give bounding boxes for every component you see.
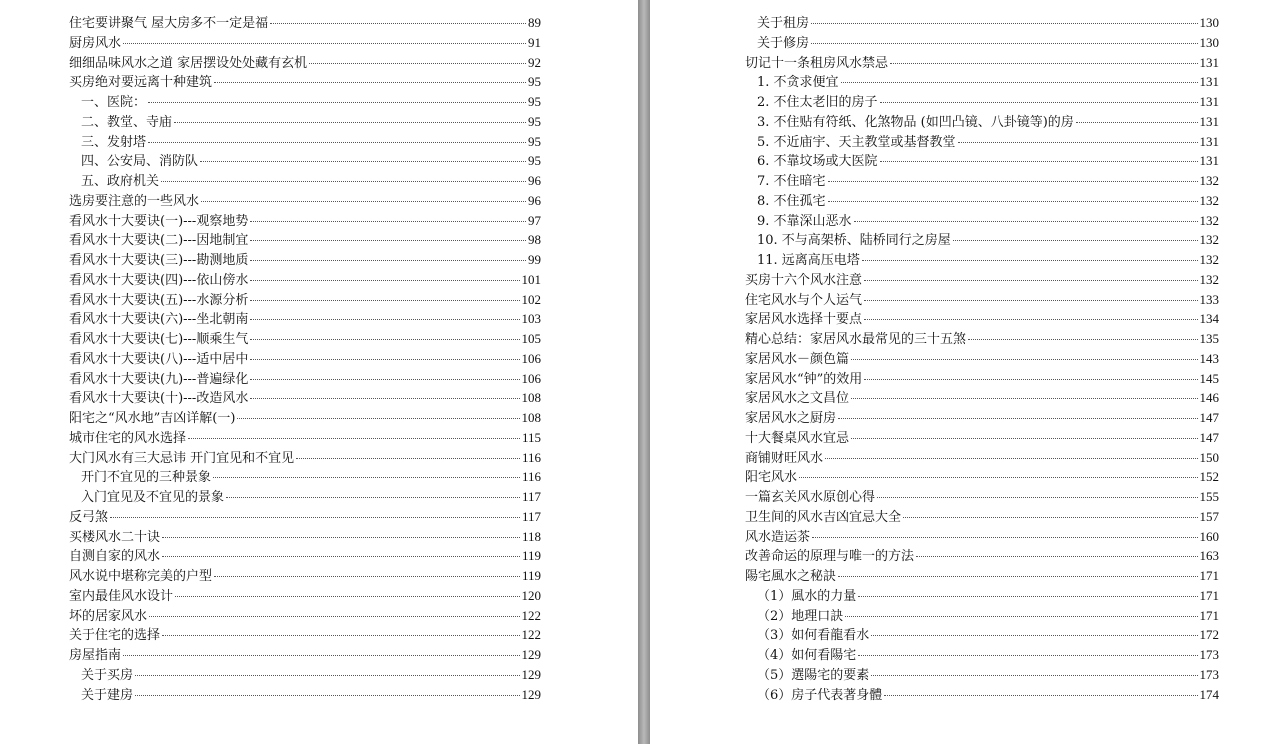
toc-entry-title: 1. 不贪求便宜 xyxy=(757,75,839,91)
toc-entry-page-number: 99 xyxy=(528,252,541,267)
toc-dot-leader xyxy=(958,142,1198,143)
toc-dot-leader xyxy=(226,497,520,498)
toc-dot-leader xyxy=(838,576,1197,577)
toc-entry-page-number: 143 xyxy=(1199,350,1219,366)
toc-entry-title: 厨房风水 xyxy=(69,35,122,51)
toc-entry[interactable] xyxy=(745,428,1219,448)
toc-entry[interactable] xyxy=(745,546,1219,566)
toc-entry-page-number: 119 xyxy=(521,568,541,583)
toc-dot-leader xyxy=(811,23,1197,24)
toc-dot-leader xyxy=(812,537,1197,538)
toc-entry-page-number: 132 xyxy=(1199,232,1219,248)
toc-entry-title: 看风水十大要诀(一)---观察地势 xyxy=(69,213,249,229)
toc-entry[interactable] xyxy=(745,606,1219,626)
toc-entry-title: （1）風水的力量 xyxy=(757,588,857,604)
toc-dot-leader xyxy=(862,260,1198,261)
toc-entry-page-number: 89 xyxy=(528,15,541,30)
toc-entry-page-number: 122 xyxy=(521,607,541,623)
toc-entry-title: 买楼风水二十诀 xyxy=(69,529,161,545)
toc-entry-page-number: 173 xyxy=(1199,666,1219,682)
toc-entry-page-number: 105 xyxy=(521,331,541,346)
toc-entry-page-number: 96 xyxy=(528,173,541,188)
toc-dot-leader xyxy=(851,438,1197,439)
toc-entry-page-number: 118 xyxy=(521,528,541,544)
toc-dot-leader xyxy=(162,556,520,557)
toc-entry-page-number: 102 xyxy=(521,291,541,307)
toc-entry-page-number: 116 xyxy=(521,449,541,465)
toc-dot-leader xyxy=(877,497,1197,498)
toc-entry-title: 三、发射塔 xyxy=(81,134,147,150)
toc-entry-title: 风水造运茶 xyxy=(745,529,811,545)
toc-entry[interactable] xyxy=(745,72,1219,92)
toc-dot-leader xyxy=(123,655,519,656)
toc-dot-leader xyxy=(214,576,520,577)
toc-dot-leader xyxy=(162,635,519,636)
toc-entry-title: 看风水十大要诀(九)---普遍绿化 xyxy=(69,371,249,387)
toc-dot-leader xyxy=(864,280,1197,281)
toc-entry-page-number: 122 xyxy=(521,627,541,643)
toc-dot-leader xyxy=(1076,122,1198,123)
toc-dot-leader xyxy=(858,655,1197,656)
toc-dot-leader xyxy=(250,379,519,380)
toc-entry-title: 关于住宅的选择 xyxy=(69,628,161,644)
toc-entry-page-number: 101 xyxy=(521,271,541,287)
toc-entry-title: 选房要注意的一些风水 xyxy=(69,193,200,209)
toc-dot-leader xyxy=(903,517,1197,518)
toc-entry-title: 家居风水“钟”的效用 xyxy=(745,371,863,387)
toc-entry[interactable] xyxy=(745,250,1219,270)
toc-entry-page-number: 103 xyxy=(521,311,541,327)
toc-entry-title: 住宅要讲聚气 屋大房多不一定是福 xyxy=(69,16,269,31)
toc-entry[interactable] xyxy=(745,290,1219,310)
toc-entry-page-number: 174 xyxy=(1199,686,1219,702)
toc-entry-title: 看风水十大要诀(十)---改造风水 xyxy=(69,391,249,407)
toc-entry-page-number: 108 xyxy=(521,390,541,406)
toc-entry[interactable] xyxy=(69,53,541,73)
toc-entry-title: 10. 不与高架桥、陆桥同行之房屋 xyxy=(757,233,951,249)
toc-entry[interactable] xyxy=(745,388,1219,408)
toc-entry-title: 城市住宅的风水选择 xyxy=(69,430,187,446)
toc-dot-leader xyxy=(200,161,526,162)
toc-entry[interactable] xyxy=(69,112,541,132)
toc-dot-leader xyxy=(123,43,526,44)
toc-entry[interactable] xyxy=(69,290,541,310)
toc-entry-title: 买房绝对要远离十种建筑 xyxy=(69,75,213,91)
toc-entry[interactable] xyxy=(69,586,541,606)
toc-entry-title: 看风水十大要诀(二)---因地制宜 xyxy=(69,233,249,249)
toc-entry-title: 买房十六个风水注意 xyxy=(745,272,863,288)
toc-entry[interactable] xyxy=(69,428,541,448)
toc-dot-leader xyxy=(880,161,1198,162)
toc-dot-leader xyxy=(270,23,526,24)
toc-dot-leader xyxy=(135,675,519,676)
toc-entry-title: 风水说中堪称完美的户型 xyxy=(69,569,213,584)
toc-entry-title: 看风水十大要诀(四)---依山傍水 xyxy=(69,272,249,288)
toc-entry-page-number: 117 xyxy=(521,489,541,504)
toc-entry-title: 家居风水之文昌位 xyxy=(745,391,850,407)
toc-dot-leader xyxy=(953,240,1198,241)
toc-dot-leader xyxy=(825,458,1197,459)
toc-entry[interactable] xyxy=(69,527,541,547)
table-of-contents-left xyxy=(69,13,541,704)
toc-entry-title: 细细品味风水之道 家居摆设处处藏有玄机 xyxy=(69,55,308,71)
toc-dot-leader xyxy=(864,300,1197,301)
toc-dot-leader xyxy=(175,596,519,597)
toc-entry[interactable] xyxy=(69,151,541,171)
toc-entry-page-number: 129 xyxy=(521,686,541,702)
toc-entry-page-number: 150 xyxy=(1199,449,1219,465)
toc-entry-title: 坏的居家风水 xyxy=(69,608,148,624)
toc-entry-title: （5）選陽宅的要素 xyxy=(757,667,870,683)
toc-entry-title: 看风水十大要诀(六)---坐北朝南 xyxy=(69,312,249,328)
toc-entry-title: 阳宅之“风水地”吉凶详解(一) xyxy=(69,411,236,426)
toc-dot-leader xyxy=(237,418,519,419)
toc-dot-leader xyxy=(250,280,519,281)
toc-entry[interactable] xyxy=(745,211,1219,231)
toc-dot-leader xyxy=(890,63,1197,64)
toc-entry[interactable] xyxy=(745,448,1219,468)
toc-entry-title: 一、医院： xyxy=(81,95,147,110)
toc-entry-page-number: 132 xyxy=(1199,271,1219,287)
toc-entry[interactable] xyxy=(745,586,1219,606)
toc-dot-leader xyxy=(799,477,1197,478)
toc-entry-title: 房屋指南 xyxy=(69,648,122,663)
toc-entry-page-number: 132 xyxy=(1199,192,1219,208)
toc-entry[interactable] xyxy=(745,487,1219,507)
toc-entry[interactable] xyxy=(745,527,1219,547)
toc-entry-page-number: 171 xyxy=(1199,568,1219,583)
toc-dot-leader xyxy=(851,359,1197,360)
toc-dot-leader xyxy=(871,675,1197,676)
toc-entry-title: 五、政府机关 xyxy=(81,174,160,189)
toc-entry[interactable] xyxy=(745,507,1219,527)
toc-entry[interactable] xyxy=(69,132,541,152)
toc-entry-title: 十大餐桌风水宜忌 xyxy=(745,430,850,446)
toc-dot-leader xyxy=(250,319,519,320)
toc-entry-page-number: 130 xyxy=(1199,15,1219,30)
toc-entry-title: 商铺财旺风水 xyxy=(745,450,824,466)
toc-entry-page-number: 129 xyxy=(521,666,541,682)
toc-dot-leader xyxy=(135,695,519,696)
toc-entry[interactable] xyxy=(745,665,1219,685)
toc-dot-leader xyxy=(854,221,1198,222)
toc-entry-page-number: 134 xyxy=(1199,311,1219,327)
toc-dot-leader xyxy=(309,63,526,64)
toc-entry[interactable] xyxy=(69,349,541,369)
toc-entry-title: 5. 不近庙宇、天主教堂或基督教堂 xyxy=(757,134,956,150)
toc-entry-page-number: 95 xyxy=(528,153,541,169)
toc-entry[interactable] xyxy=(745,309,1219,329)
toc-entry-title: 看风水十大要诀(三)---勘测地质 xyxy=(69,253,249,268)
toc-entry[interactable] xyxy=(69,250,541,270)
toc-entry[interactable] xyxy=(69,230,541,250)
toc-entry[interactable] xyxy=(745,92,1219,112)
toc-entry-page-number: 146 xyxy=(1199,390,1219,406)
toc-dot-leader xyxy=(871,635,1197,636)
toc-entry[interactable] xyxy=(69,566,541,586)
toc-entry-title: 关于修房 xyxy=(757,35,810,51)
toc-dot-leader xyxy=(213,477,520,478)
toc-entry[interactable] xyxy=(69,388,541,408)
toc-entry[interactable] xyxy=(745,171,1219,191)
toc-dot-leader xyxy=(884,695,1197,696)
toc-entry-page-number: 173 xyxy=(1199,647,1219,662)
toc-dot-leader xyxy=(841,82,1198,83)
toc-entry-page-number: 131 xyxy=(1199,113,1219,129)
toc-entry-page-number: 97 xyxy=(528,212,541,228)
toc-entry-title: 切记十一条租房风水禁忌 xyxy=(745,55,889,71)
toc-entry[interactable] xyxy=(745,645,1219,665)
toc-entry[interactable] xyxy=(745,685,1219,705)
toc-entry-page-number: 92 xyxy=(528,54,541,70)
toc-entry[interactable] xyxy=(69,72,541,92)
toc-entry-title: 住宅风水与个人运气 xyxy=(745,292,863,308)
toc-entry-page-number: 152 xyxy=(1199,469,1219,485)
toc-entry-page-number: 106 xyxy=(521,370,541,386)
toc-entry[interactable] xyxy=(745,408,1219,428)
toc-dot-leader xyxy=(811,43,1197,44)
toc-dot-leader xyxy=(174,122,526,123)
toc-dot-leader xyxy=(110,517,520,518)
toc-entry-page-number: 157 xyxy=(1199,508,1219,524)
toc-dot-leader xyxy=(851,398,1197,399)
toc-entry-title: 看风水十大要诀(五)---水源分析 xyxy=(69,292,249,308)
toc-entry-page-number: 95 xyxy=(528,133,541,149)
toc-entry-title: 关于买房 xyxy=(81,667,134,683)
toc-entry-title: 反弓煞 xyxy=(69,509,109,525)
toc-entry-page-number: 135 xyxy=(1199,331,1219,346)
toc-entry-title: （3）如何看龍看水 xyxy=(757,628,870,644)
toc-entry-page-number: 117 xyxy=(521,508,541,524)
toc-entry[interactable] xyxy=(745,112,1219,132)
toc-entry[interactable] xyxy=(69,408,541,428)
left-document-page xyxy=(0,0,638,744)
toc-entry-page-number: 115 xyxy=(521,429,541,445)
toc-entry[interactable] xyxy=(69,211,541,231)
toc-entry[interactable] xyxy=(745,132,1219,152)
right-document-page xyxy=(650,0,1279,744)
toc-entry-title: 改善命运的原理与唯一的方法 xyxy=(745,549,915,565)
toc-entry[interactable] xyxy=(745,625,1219,645)
toc-entry-page-number: 120 xyxy=(521,587,541,603)
toc-dot-leader xyxy=(250,260,526,261)
toc-entry-page-number: 145 xyxy=(1199,370,1219,386)
toc-entry[interactable] xyxy=(69,625,541,645)
toc-entry-page-number: 96 xyxy=(528,192,541,208)
toc-entry-page-number: 155 xyxy=(1199,489,1219,504)
toc-entry-title: 家居风水－颜色篇 xyxy=(745,351,850,367)
toc-entry[interactable] xyxy=(69,13,541,33)
toc-entry-page-number: 171 xyxy=(1199,587,1219,603)
page-gutter xyxy=(638,0,650,744)
toc-dot-leader xyxy=(296,458,520,459)
toc-entry-title: 阳宅风水 xyxy=(745,470,798,486)
toc-entry[interactable] xyxy=(745,13,1219,33)
toc-entry-page-number: 132 xyxy=(1199,212,1219,228)
toc-dot-leader xyxy=(828,201,1198,202)
toc-entry[interactable] xyxy=(69,546,541,566)
toc-entry[interactable] xyxy=(69,329,541,349)
toc-entry-title: 11. 远离高压电塔 xyxy=(757,253,860,268)
toc-dot-leader xyxy=(828,181,1198,182)
toc-entry[interactable] xyxy=(69,507,541,527)
toc-entry-page-number: 131 xyxy=(1199,153,1219,169)
toc-entry-title: 陽宅風水之秘訣 xyxy=(745,569,837,584)
toc-dot-leader xyxy=(214,82,526,83)
toc-dot-leader xyxy=(161,181,526,182)
toc-entry[interactable] xyxy=(69,685,541,705)
toc-entry-page-number: 116 xyxy=(521,469,541,485)
toc-entry-page-number: 131 xyxy=(1199,54,1219,70)
toc-entry[interactable] xyxy=(69,92,541,112)
toc-entry-page-number: 95 xyxy=(528,74,541,90)
toc-entry-title: 关于租房 xyxy=(757,16,810,31)
toc-dot-leader xyxy=(250,240,526,241)
toc-entry-page-number: 131 xyxy=(1199,74,1219,90)
toc-entry-page-number: 106 xyxy=(521,350,541,366)
toc-entry-title: （6）房子代表著身體 xyxy=(757,687,883,703)
toc-entry-title: 室内最佳风水设计 xyxy=(69,588,174,604)
toc-entry[interactable] xyxy=(745,349,1219,369)
toc-entry[interactable] xyxy=(745,467,1219,487)
toc-dot-leader xyxy=(858,596,1197,597)
toc-dot-leader xyxy=(148,102,526,103)
toc-entry-page-number: 91 xyxy=(528,34,541,50)
toc-entry-page-number: 108 xyxy=(521,410,541,425)
toc-dot-leader xyxy=(250,221,526,222)
toc-entry-page-number: 130 xyxy=(1199,34,1219,50)
toc-entry-title: 大门风水有三大忌讳 开门宜见和不宜见 xyxy=(69,450,295,466)
toc-entry-title: 开门不宜见的三种景象 xyxy=(81,470,212,486)
toc-dot-leader xyxy=(916,556,1197,557)
toc-entry[interactable] xyxy=(745,151,1219,171)
toc-dot-leader xyxy=(148,142,526,143)
toc-dot-leader xyxy=(880,102,1198,103)
toc-entry-title: 入门宜见及不宜见的景象 xyxy=(81,490,225,505)
toc-entry[interactable] xyxy=(69,645,541,665)
toc-entry-title: 8. 不住孤宅 xyxy=(757,193,826,209)
toc-entry-title: （2）地理口訣 xyxy=(757,608,844,624)
toc-entry[interactable] xyxy=(745,270,1219,290)
toc-entry-title: 四、公安局、消防队 xyxy=(81,154,199,170)
toc-dot-leader xyxy=(250,398,519,399)
toc-entry-title: 自测自家的风水 xyxy=(69,549,161,565)
toc-entry-page-number: 95 xyxy=(528,94,541,109)
toc-entry-page-number: 131 xyxy=(1199,94,1219,109)
toc-entry[interactable] xyxy=(69,309,541,329)
toc-entry[interactable] xyxy=(745,369,1219,389)
toc-entry-title: 关于建房 xyxy=(81,687,134,703)
toc-entry[interactable] xyxy=(69,191,541,211)
toc-entry-page-number: 163 xyxy=(1199,548,1219,564)
toc-entry-title: 2. 不住太老旧的房子 xyxy=(757,95,878,110)
toc-entry-title: 卫生间的风水吉凶宜忌大全 xyxy=(745,509,902,525)
toc-entry-title: 看风水十大要诀(七)---顺乘生气 xyxy=(69,332,249,347)
toc-entry-title: 家居风水选择十要点 xyxy=(745,312,863,328)
toc-entry-title: 3. 不住贴有符纸、化煞物品 (如凹凸镜、八卦镜等)的房 xyxy=(757,114,1074,130)
toc-entry-title: 二、教堂、寺庙 xyxy=(81,114,173,130)
toc-entry-page-number: 160 xyxy=(1199,528,1219,544)
toc-dot-leader xyxy=(845,616,1197,617)
toc-dot-leader xyxy=(250,300,519,301)
toc-entry-page-number: 172 xyxy=(1199,627,1219,643)
toc-entry[interactable] xyxy=(69,171,541,191)
toc-entry-page-number: 131 xyxy=(1199,133,1219,149)
toc-entry-page-number: 98 xyxy=(528,232,541,248)
toc-entry[interactable] xyxy=(69,606,541,626)
toc-dot-leader xyxy=(250,339,519,340)
toc-entry-page-number: 119 xyxy=(521,548,541,564)
toc-entry-title: 家居风水之厨房 xyxy=(745,411,837,426)
toc-entry-page-number: 147 xyxy=(1199,429,1219,445)
toc-entry[interactable] xyxy=(69,665,541,685)
toc-entry[interactable] xyxy=(69,369,541,389)
toc-entry[interactable] xyxy=(745,53,1219,73)
toc-entry[interactable] xyxy=(745,566,1219,586)
toc-entry[interactable] xyxy=(745,230,1219,250)
toc-entry[interactable] xyxy=(69,270,541,290)
toc-entry-page-number: 132 xyxy=(1199,173,1219,188)
toc-dot-leader xyxy=(864,379,1197,380)
table-of-contents-right xyxy=(745,13,1219,704)
toc-dot-leader xyxy=(201,201,526,202)
toc-dot-leader xyxy=(838,418,1197,419)
toc-dot-leader xyxy=(250,359,519,360)
toc-entry-title: （4）如何看陽宅 xyxy=(757,648,857,663)
toc-entry-page-number: 133 xyxy=(1199,291,1219,307)
toc-entry-page-number: 129 xyxy=(521,647,541,662)
toc-entry[interactable] xyxy=(69,448,541,468)
toc-dot-leader xyxy=(162,537,520,538)
toc-entry-title: 9. 不靠深山恶水 xyxy=(757,213,852,229)
toc-entry-title: 精心总结：家居风水最常见的三十五煞 xyxy=(745,332,967,347)
toc-entry[interactable] xyxy=(69,33,541,53)
toc-entry[interactable] xyxy=(745,329,1219,349)
toc-entry[interactable] xyxy=(745,191,1219,211)
toc-entry-page-number: 95 xyxy=(528,113,541,129)
toc-entry-page-number: 147 xyxy=(1199,410,1219,425)
toc-entry-page-number: 171 xyxy=(1199,607,1219,623)
toc-dot-leader xyxy=(149,616,519,617)
toc-dot-leader xyxy=(188,438,520,439)
toc-entry-title: 6. 不靠坟场或大医院 xyxy=(757,154,878,170)
toc-entry-title: 7. 不住暗宅 xyxy=(757,174,826,189)
toc-entry-title: 一篇玄关风水原创心得 xyxy=(745,490,876,505)
toc-entry[interactable] xyxy=(69,467,541,487)
toc-entry-title: 看风水十大要诀(八)---适中居中 xyxy=(69,351,249,367)
toc-dot-leader xyxy=(864,319,1197,320)
toc-entry[interactable] xyxy=(745,33,1219,53)
toc-dot-leader xyxy=(968,339,1197,340)
toc-entry[interactable] xyxy=(69,487,541,507)
toc-entry-page-number: 132 xyxy=(1199,252,1219,267)
